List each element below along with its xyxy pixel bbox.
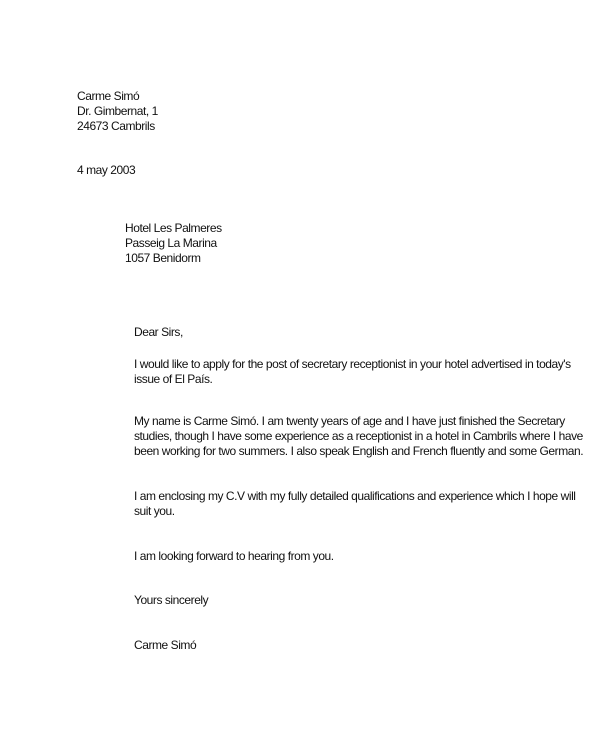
text-line: I would like to apply for the post of secretary receptionist in your hotel advertised in today's: [134, 357, 571, 371]
sender-line: Dr. Gimbernat, 1: [77, 104, 158, 118]
text-line: suit you.: [134, 504, 175, 518]
paragraph-2: [134, 414, 583, 459]
text-line: I am looking forward to hearing from you.: [134, 549, 334, 563]
salutation: [134, 325, 183, 340]
signature-text: Carme Simó: [134, 638, 197, 652]
recipient-line: Hotel Les Palmeres: [125, 221, 222, 235]
closing-text: Yours sincerely: [134, 593, 209, 607]
letter-date: [77, 163, 135, 178]
text-line: I am enclosing my C.V with my fully detailed qualifications and experience which I hope will: [134, 489, 576, 503]
text-line: studies, though I have some experience as a receptionist in a hotel in Cambrils where I have: [134, 429, 583, 443]
text-line: been working for two summers. I also speak English and French fluently and some German.: [134, 444, 584, 458]
recipient-line: 1057 Benidorm: [125, 251, 201, 265]
closing: [134, 593, 208, 608]
sender-address: [77, 89, 158, 134]
recipient-line: Passeig La Marina: [125, 236, 217, 250]
signature: [134, 638, 196, 653]
text-line: My name is Carme Simó. I am twenty years of age and I have just finished the Secretary: [134, 414, 565, 428]
salutation-text: Dear Sirs,: [134, 325, 183, 339]
text-line: issue of El País.: [134, 372, 213, 386]
sender-line: 24673 Cambrils: [77, 119, 155, 133]
paragraph-1: [134, 357, 571, 387]
date-text: 4 may 2003: [77, 163, 136, 177]
paragraph-4: [134, 549, 334, 564]
recipient-address: [125, 221, 222, 266]
sender-line: Carme Simó: [77, 89, 140, 103]
paragraph-3: [134, 489, 576, 519]
